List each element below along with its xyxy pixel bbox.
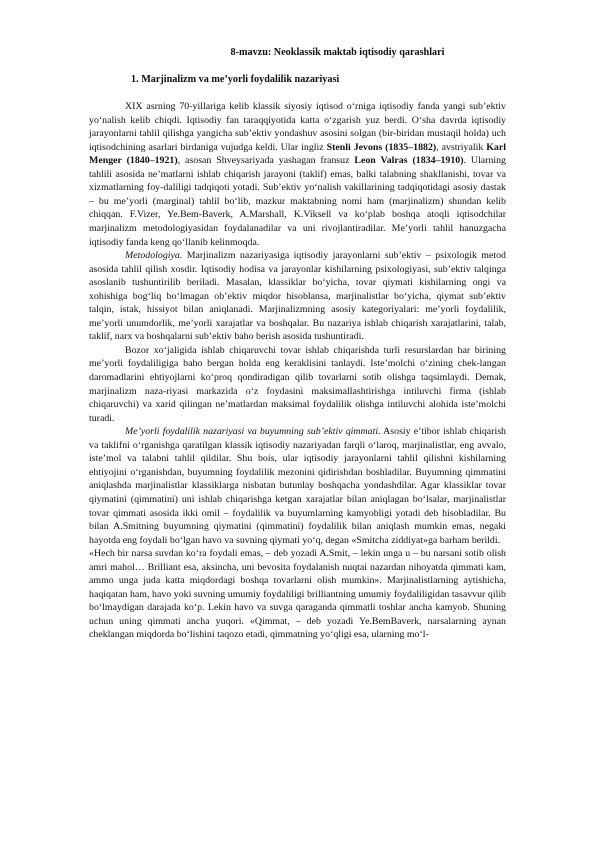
text-run: , asosan Shveysariyada yashagan fransuz (177, 155, 355, 167)
document-page (89, 46, 506, 642)
paragraph-intro (89, 100, 506, 249)
text-run: XIX asrning 70-yillariga kelib klassik siyosiy iqtisod o‘rniga iqtisodiy fanda yangi sub’ektiv yo‘nalish kelib chiqdi. Iqtisodiy fan taraqqiyotida katta o‘zgarish yuz berdi. O‘sha davrda iqtisodiy jarayonlarni tahlil qilishga yangicha sub’ektiv yondashuv asosini solgan (bir-biridan mustaqil holda) uch iqtisodchining asarlari birdaniga vujudga keldi. Ular ingliz (89, 101, 506, 153)
page-title: 8-mavzu: Neoklassik maktab iqtisodiy qarashlari (230, 47, 445, 58)
author-walras: Leon Valras (1834–1910) (354, 155, 464, 167)
section-title: 1. Marjinalizm va me’yorli foydalilik nazariyasi (131, 73, 340, 85)
paragraph-lead: Metodologiya. (125, 250, 183, 262)
paragraph-quote: «Hech bir narsa suvdan ko‘ra foydali emas, – deb yozadi A.Smit, – lekin unga u – bu narsani sotib olish amri mahol… Brilliant esa, aksincha, uni bevosita foydalanish nuqtai nazardan nihoyatda qimmati kam, ammo unga juda katta miqdordagi boshqa tovarlarni olish mumkin». Marjinalistlarning aytishicha, haqiqatan ham, havo yoki suvning umumiy foydaliligi brilliantning umumiy foydaliligidan tasavvur qilib bo‘lmaydigan darajada ko‘p. Lekin havo va suvga qaraganda qimmatli toshlar ancha kamyob. Shuning uchun uning qimmati ancha yuqori. «Qimmat, – deb yozadi Ye.BemBaverk, narsalarning aynan cheklangan miqdorda bo‘lishini taqozo etadi, qimmatning yo‘qligi esa, ularning mo‘l- (89, 548, 506, 641)
paragraph-methodology (89, 249, 506, 344)
text-run: , avstriyalik (436, 141, 487, 153)
text-run: Marjinalizm nazariyasiga iqtisodiy jarayonlarni sub’ektiv – psixologik metod asosida tahlil qilish xosdir. Iqtisodiy hodisa va jarayonlar kishilarning psixologiyasi, sub’ektiv talqinga asoslanib tushuntirilib beriladi. Masalan, klassiklar bo‘yicha, tovar qiymati kishilarning ongi va xohishiga bog‘liq bo‘lmagan ob’ektiv miqdor hisoblansa, marjinalistlar bo‘yicha, qiymat sub’ektiv talqin, istak, hissiyot bilan aniqlanadi. Marjinalizmning asosiy kategoriyalari: me’yorli foydalilik, me’yorli unumdorlik, me’yorli xarajatlar va boshqalar. Bu nazariya ishlab chiqarish xarajatlarini, talab, taklif, narx va boshqalarni sub’ektiv baho berish asosida tushuntiradi. (89, 250, 506, 343)
author-menger: Karl Menger (1840–1921) (89, 141, 506, 167)
author-jevons: Stenli Jevons (1835–1882) (326, 141, 437, 153)
paragraph-market: Bozor xo‘jaligida ishlab chiqaruvchi tovar ishlab chiqarishda turli resurslardan har birining me’yorli foydaliligiga baho bergan holda eng keraklisini tanlaydi. Iste’molchi o‘zining chek-langan daromadlarini ehtiyojlarni ko‘proq qondiradigan qilib tovarlarni sotib olishga taqsimlaydi. Demak, marjinalizm naza-riyasi markazida o‘z foydasini maksimallashtirishga intiluvchi firma (ishlab chiqaruvchi) va xarid qilingan ne’matlardan maksimal foydalilik olishga intiluvchi alohida iste’molchi turadi. (89, 344, 506, 424)
text-run: . Ularning tahlili asosida ne’matlarni ishlab chiqarish jarayoni (taklif) emas, balki talabning shakllanishi, tovar va xizmatlarning foy-daliligi tadqiqoti yotadi. Sub’ektiv yo‘nalish vakillarining tadqiqotidagi asosiy dastak – bu me’yorli (marginal) tahlil bo‘lib, mazkur maktabning nomi ham (marjinalizm) shundan kelib chiqqan. F.Vizer, Ye.Bem-Baverk, A.Marshall, K.Viksell va ko‘plab boshqa atoqli iqtisodchilar marjinalizm metodologiyasidan foydalanadilar va uni rivojlantiradilar. Me’yorli tahlil hanuzgacha iqtisodiy fanda keng qo‘llanib kelinmoqda. (89, 155, 506, 248)
paragraph-marginal-utility (89, 425, 506, 547)
paragraph-lead: Me’yorli foydalilik nazariyasi va buyumning sub’ektiv qimmati. (125, 426, 381, 438)
text-run: Asosiy e’tibor ishlab chiqarish va taklifni o‘rganishga qaratilgan klassik iqtisodiy nazariyadan farqli o‘laroq, marjinalistlar, eng avvalo, iste’mol va talabni tahlil qildilar. Shu bois, ular iqtisodiy jarayonlarni tahlil qilishni kishilarning ehtiyojini o‘rganishdan, buyumning foydalilik mezonini qidirishdan boshladilar. Buyumning qimmatini aniqlashda marjinalistlar klassiklarga nisbatan butunlay boshqacha yondashdilar. Agar klassiklar tovar qiymatini (qimmatini) uni ishlab chiqarishga ketgan xarajatlar bilan aniqlagan bo‘lsalar, marjinalistlar tovar qimmati asosida ikki omil – foydalilik va buyumlarning kamyobligi yotadi deb hisobladilar. Bu bilan A.Smitning buyumning qiymatini (qimmatini) foydalilik bilan aniqlash mumkin emas, negaki hayotda eng foydali bo‘lgan havo va suvning qiymati yo‘q, degan «Smitcha ziddiyat»ga barham berildi. (89, 426, 506, 546)
